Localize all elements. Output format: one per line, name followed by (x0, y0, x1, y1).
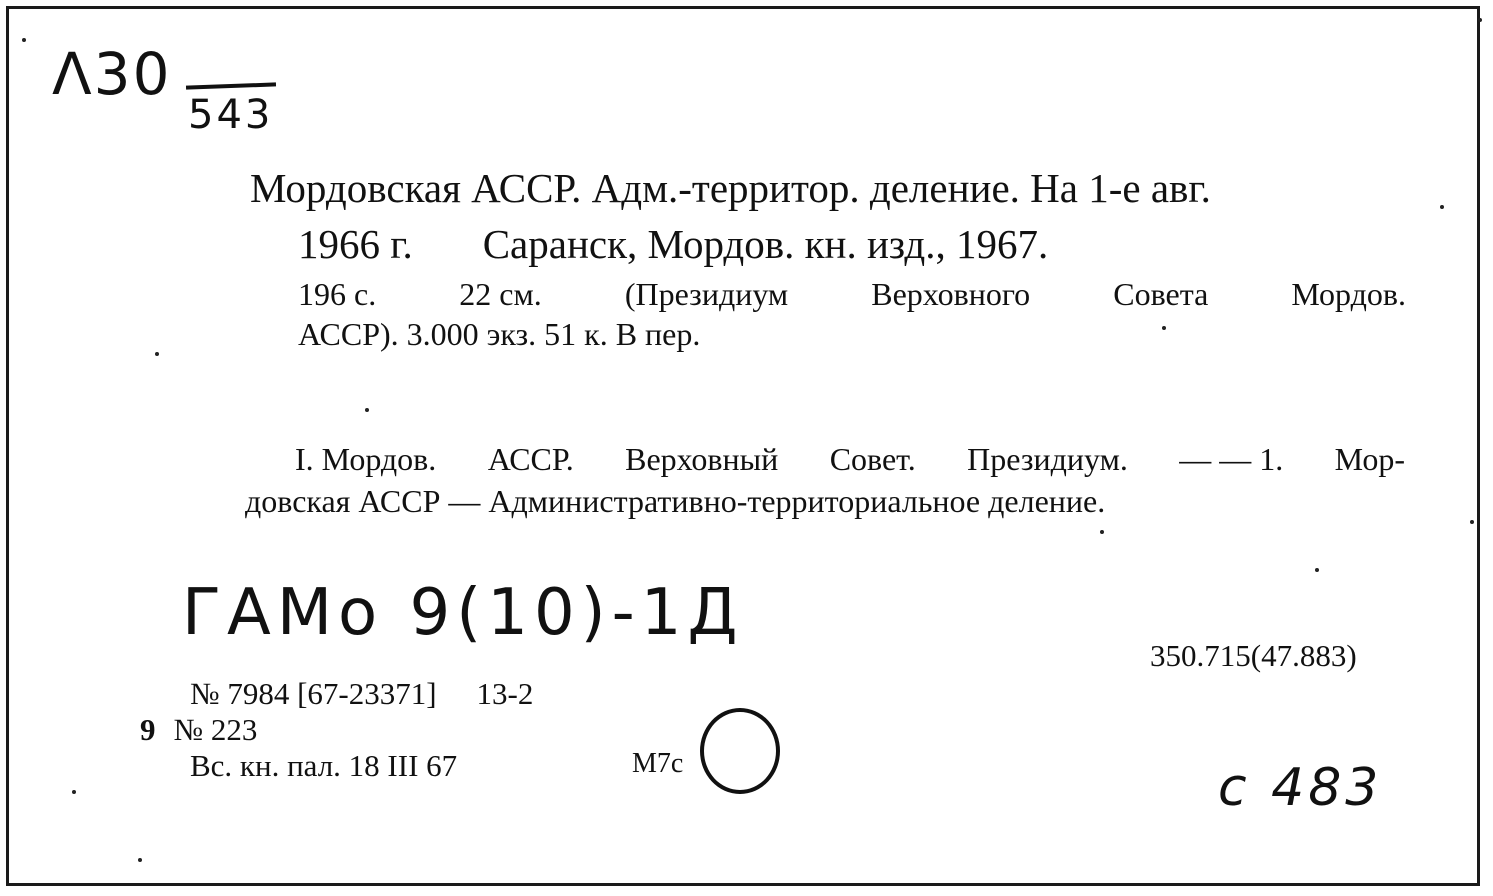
call-number-handwritten: Λ30 (52, 40, 172, 108)
order-number (190, 676, 533, 712)
collation (250, 274, 1406, 354)
collation-word: 196 с. (298, 276, 377, 312)
speck (155, 352, 159, 356)
speck (72, 790, 76, 794)
title-line-1 (250, 160, 1410, 216)
speck (138, 858, 142, 862)
tracing-word: Президиум. (967, 441, 1128, 477)
collation-word: (Президиум (624, 276, 789, 312)
collation-row-1 (298, 274, 1406, 314)
subject-tracings (245, 438, 1405, 522)
copy-number (140, 712, 257, 748)
tracing-word: АССР. (487, 441, 574, 477)
speck (1162, 326, 1166, 330)
collation-word: 22 см. (459, 276, 542, 312)
speck (1440, 205, 1444, 209)
price-handwritten: с 483 (1218, 758, 1383, 818)
speck (1315, 568, 1319, 572)
collation-word: Мордов. (1291, 276, 1406, 312)
tracing-word: Мор- (1334, 441, 1405, 477)
speck (1100, 530, 1104, 534)
imprint: Саранск, Мордов. кн. изд., 1967. (482, 221, 1049, 267)
tracing-word: I. Мордов. (295, 441, 437, 477)
order-number-main: № 7984 [67-23371] (190, 676, 437, 711)
speck (1470, 520, 1474, 524)
tracing-word: — — 1. (1179, 441, 1284, 477)
title-text: Мордовская АССР. Адм.-территор. деление. На 1-е авг. (250, 165, 1211, 211)
copy-prefix: 9 (140, 712, 156, 747)
book-chamber-mark: Вс. кн. пал. 18 III 67 (190, 748, 458, 783)
collation-row-2: АССР). 3.000 экз. 51 к. В пер. (298, 316, 701, 352)
speck (1478, 18, 1482, 22)
speck (365, 408, 369, 412)
print-mark: М7с (632, 748, 684, 779)
bibliographic-entry (250, 160, 1410, 354)
collation-word: Совета (1113, 276, 1209, 312)
call-number-sub-handwritten: 543 (188, 92, 274, 138)
copy-number-value: № 223 (173, 712, 258, 747)
stamp-circle (700, 708, 780, 794)
tracing-word: Верховный (625, 441, 779, 477)
order-number-code: 13-2 (476, 676, 534, 711)
tracing-word: Совет. (829, 441, 916, 477)
title-year: 1966 г. (298, 221, 413, 267)
title-line-2 (250, 216, 1410, 272)
shelf-mark-handwritten: ГАМо 9(10)-1Д (182, 576, 744, 650)
tracings-row-2: довская АССР — Административно-территориальное деление. (245, 483, 1106, 519)
speck (22, 38, 26, 42)
collation-word: Верховного (871, 276, 1031, 312)
tracings-row-1 (245, 438, 1405, 480)
udc-classification: 350.715(47.883) (1150, 638, 1357, 673)
